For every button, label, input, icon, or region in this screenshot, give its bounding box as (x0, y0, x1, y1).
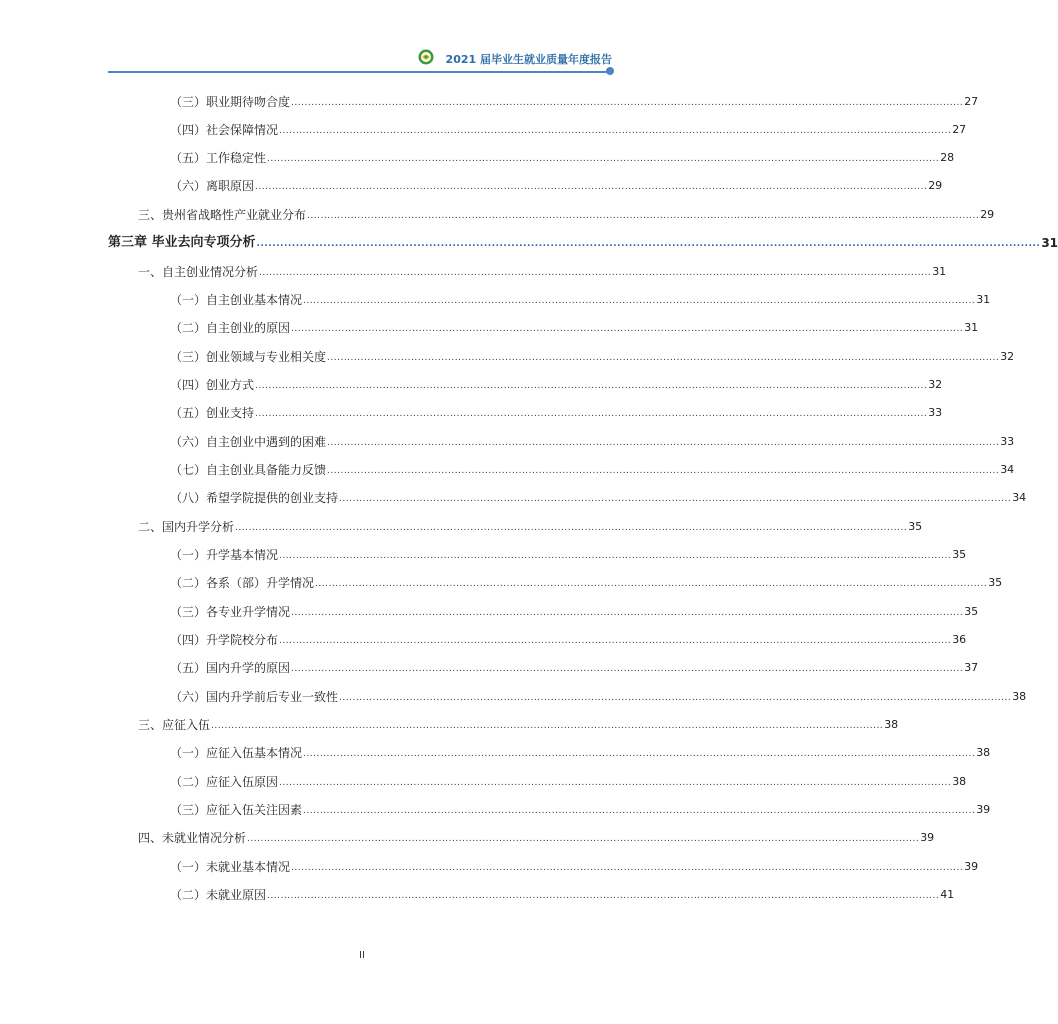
toc-leader-dots: ........................................................................................................................................................................................................ (255, 182, 928, 192)
toc-entry[interactable] (108, 711, 899, 733)
toc-entry-page: 31 (932, 265, 947, 278)
toc-leader-dots: ........................................................................................................................................................................................................ (267, 154, 940, 164)
toc-entry-label: （六）国内升学前后专业一致性 (170, 690, 339, 704)
toc-entry-page: 36 (952, 633, 967, 646)
toc-leader-dots: ........................................................................................................................................................................................................ (291, 863, 964, 873)
toc-leader-dots: ........................................................................................................................................................................................................ (247, 834, 920, 844)
toc-entry-label: （一）升学基本情况 (170, 548, 279, 562)
toc-entry[interactable] (108, 314, 979, 336)
toc-entry-label: （二）各系（部）升学情况 (170, 576, 315, 590)
toc-entry-page: 32 (928, 378, 943, 391)
toc-entry-label: 二、国内升学分析 (138, 520, 235, 534)
toc-entry[interactable] (108, 739, 991, 761)
toc-entry[interactable] (108, 371, 943, 393)
toc-entry-page: 29 (980, 208, 995, 221)
toc-leader-dots: ........................................................................................................................................................................................................ (255, 381, 928, 391)
toc-leader-dots: ........................................................................................................................................................................................................ (327, 466, 1000, 476)
toc-leader-dots: ........................................................................................................................................................................................................ (279, 551, 952, 561)
toc-entry[interactable] (108, 343, 1015, 365)
toc-entry-page: 32 (1000, 350, 1015, 363)
toc-entry-label: （五）国内升学的原因 (170, 661, 291, 675)
toc-entry-page: 29 (928, 179, 943, 192)
toc-entry-page: 39 (964, 860, 979, 873)
toc-entry-label: （五）工作稳定性 (170, 151, 267, 165)
report-title: 2021 届毕业生就业质量年度报告 (445, 53, 612, 66)
toc-entry-label: （七）自主创业具备能力反馈 (170, 463, 327, 477)
toc-entry-label: （二）自主创业的原因 (170, 321, 291, 335)
toc-entry-label: （六）离职原因 (170, 179, 255, 193)
toc-entry[interactable] (108, 853, 979, 875)
toc-entry-page: 41 (940, 888, 955, 901)
toc-leader-dots: ........................................................................................................................................................................................................ (315, 579, 988, 589)
toc-leader-dots: ........................................................................................................................................................................................................ (235, 523, 908, 533)
toc-entry-label: （四）创业方式 (170, 378, 255, 392)
toc-entry-label: （六）自主创业中遇到的困难 (170, 435, 327, 449)
toc-leader-dots: ........................................................................................................................................................................................................ (259, 268, 932, 278)
toc-entry-page: 27 (964, 95, 979, 108)
toc-leader-dots: ........................................................................................................................................................................................................ (307, 211, 980, 221)
toc-entry-label: 三、应征入伍 (138, 718, 211, 732)
toc-entry-page: 38 (1012, 690, 1027, 703)
toc-entry-page: 37 (964, 661, 979, 674)
toc-leader-dots: ........................................................................................................................................................................................................ (291, 98, 964, 108)
toc-entry-page: 33 (928, 406, 943, 419)
toc-leader-dots: ........................................................................................................................................................................................................ (279, 126, 952, 136)
page-number: II (359, 950, 365, 961)
toc-entry-label: 三、贵州省战略性产业就业分布 (138, 208, 307, 222)
toc-entry[interactable] (108, 88, 979, 110)
toc-leader-dots: ........................................................................................................................................................................................................ (279, 636, 952, 646)
toc-entry[interactable] (108, 768, 967, 790)
toc-entry-page: 35 (952, 548, 967, 561)
toc-entry-label: （四）升学院校分布 (170, 633, 279, 647)
toc-entry-label: （三）职业期待吻合度 (170, 95, 291, 109)
toc-entry[interactable] (108, 541, 967, 563)
toc-entry-label: （一）自主创业基本情况 (170, 293, 303, 307)
toc-entry-page: 31 (1041, 236, 1058, 250)
toc-entry[interactable] (108, 513, 923, 535)
toc-leader-dots: ........................................................................................................................................................................................................ (211, 721, 884, 731)
toc-entry[interactable] (108, 172, 943, 194)
toc-entry-label: 第三章 毕业去向专项分析 (108, 235, 256, 250)
toc-entry-label: （三）应征入伍关注因素 (170, 803, 303, 817)
toc-entry[interactable] (108, 116, 967, 138)
toc-entry[interactable] (108, 484, 1027, 506)
toc-leader-dots: ........................................................................................................................................................................................................ (267, 891, 940, 901)
toc-entry[interactable] (108, 286, 991, 308)
school-logo-icon (418, 49, 434, 65)
toc-entry-page: 38 (952, 775, 967, 788)
toc-entry-page: 35 (964, 605, 979, 618)
toc-entry-page: 38 (976, 746, 991, 759)
toc-entry[interactable] (108, 399, 943, 421)
toc-entry-label: （四）社会保障情况 (170, 123, 279, 137)
toc-entry-page: 39 (976, 803, 991, 816)
toc-entry[interactable] (108, 881, 955, 903)
toc-entry[interactable] (108, 824, 935, 846)
toc-entry-page: 35 (988, 576, 1003, 589)
toc-entry[interactable] (108, 796, 991, 818)
toc-entry-label: （五）创业支持 (170, 406, 255, 420)
toc-leader-dots: ........................................................................................................................................................................................................ (291, 324, 964, 334)
toc-entry-page: 34 (1012, 491, 1027, 504)
toc-entry-label: 一、自主创业情况分析 (138, 265, 259, 279)
toc-entry-page: 31 (976, 293, 991, 306)
toc-entry-page: 35 (908, 520, 923, 533)
toc-entry[interactable] (108, 258, 947, 280)
toc-entry-page: 38 (884, 718, 899, 731)
toc-entry[interactable] (108, 598, 979, 620)
toc-leader-dots: ........................................................................................................................................................................................................ (303, 296, 976, 306)
toc-entry[interactable] (108, 456, 1015, 478)
toc-entry-label: （一）未就业基本情况 (170, 860, 291, 874)
toc-entry[interactable] (108, 569, 1003, 591)
toc-chapter-entry[interactable] (108, 229, 1058, 251)
toc-leader-dots: ........................................................................................................................................................................................................ (303, 806, 976, 816)
toc-leader-dots: ........................................................................................................................................................................................................ (303, 749, 976, 759)
page-header (0, 0, 724, 80)
toc-leader-dots: ........................................................................................................................................................................................................ (339, 693, 1012, 703)
toc-entry[interactable] (108, 683, 1027, 705)
toc-leader-dots: ........................................................................................................................................................................................................ (279, 778, 952, 788)
toc-leader-dots: ........................................................................................................................................................................................................ (327, 438, 1000, 448)
toc-leader-dots: ........................................................................................................................................................................................................ (339, 494, 1012, 504)
toc-entry[interactable] (108, 201, 995, 223)
toc-entry[interactable] (108, 626, 967, 648)
toc-entry[interactable] (108, 144, 955, 166)
toc-entry-label: （一）应征入伍基本情况 (170, 746, 303, 760)
toc-entry-label: （三）创业领域与专业相关度 (170, 350, 327, 364)
toc-entry-label: （二）未就业原因 (170, 888, 267, 902)
toc-entry-page: 31 (964, 321, 979, 334)
toc-entry-page: 27 (952, 123, 967, 136)
toc-leader-dots: ........................................................................................................................................................................................................ (291, 664, 964, 674)
toc-entry[interactable] (108, 428, 1015, 450)
toc-entry-page: 34 (1000, 463, 1015, 476)
toc-entry-page: 33 (1000, 435, 1015, 448)
toc-entry-label: 四、未就业情况分析 (138, 831, 247, 845)
toc-entry-label: （二）应征入伍原因 (170, 775, 279, 789)
toc-entry-page: 39 (920, 831, 935, 844)
toc-leader-dots: ........................................................................................................................................................................................................ (256, 239, 1041, 249)
header-divider (108, 71, 610, 73)
toc-entry-page: 28 (940, 151, 955, 164)
toc-entry[interactable] (108, 654, 979, 676)
toc-entry-label: （三）各专业升学情况 (170, 605, 291, 619)
header-divider-dot (606, 67, 614, 75)
toc-entry-label: （八）希望学院提供的创业支持 (170, 491, 339, 505)
toc-leader-dots: ........................................................................................................................................................................................................ (291, 608, 964, 618)
toc-leader-dots: ........................................................................................................................................................................................................ (255, 409, 928, 419)
toc-leader-dots: ........................................................................................................................................................................................................ (327, 353, 1000, 363)
